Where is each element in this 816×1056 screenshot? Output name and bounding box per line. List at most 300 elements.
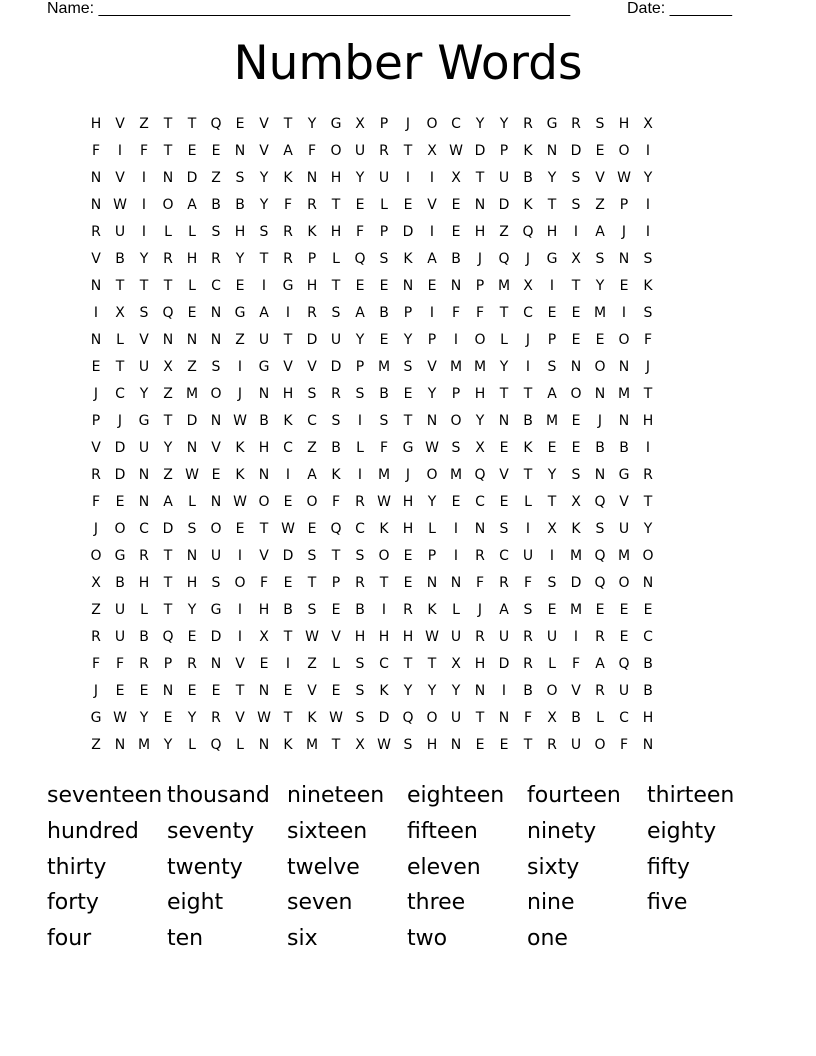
grid-letter: U	[498, 629, 510, 645]
grid-letter: O	[330, 143, 342, 159]
grid-letter: Y	[355, 170, 365, 186]
grid-letter: Y	[427, 683, 437, 699]
grid-letter: E	[187, 305, 197, 321]
grid-letter: O	[306, 494, 318, 510]
grid-letter: S	[259, 224, 269, 240]
grid-letter: K	[523, 197, 533, 213]
grid-letter: T	[547, 197, 557, 213]
grid-letter: X	[643, 116, 653, 132]
grid-letter: V	[259, 116, 269, 132]
grid-letter: W	[617, 170, 631, 186]
name-field-label: Name: _____________________________________________________	[47, 0, 571, 17]
grid-letter: K	[523, 440, 533, 456]
grid-letter: R	[91, 629, 101, 645]
grid-letter: I	[573, 629, 579, 645]
grid-letter: N	[258, 737, 270, 753]
grid-letter: P	[451, 386, 461, 402]
grid-letter: S	[403, 359, 413, 375]
grid-letter: F	[619, 737, 629, 753]
grid-letter: A	[283, 143, 293, 159]
grid-letter: S	[355, 656, 365, 672]
grid-letter: M	[137, 737, 151, 753]
grid-letter: D	[474, 143, 486, 159]
grid-letter: S	[355, 386, 365, 402]
grid-letter: T	[163, 143, 173, 159]
grid-letter: F	[355, 224, 365, 240]
grid-letter: N	[618, 251, 630, 267]
word-bank-item: seventy	[167, 818, 255, 844]
word-bank-item: sixty	[527, 854, 580, 880]
grid-letter: V	[283, 359, 293, 375]
grid-row	[84, 381, 732, 408]
grid-letter: Y	[139, 251, 149, 267]
grid-letter: B	[451, 251, 461, 267]
grid-letter: X	[451, 170, 461, 186]
grid-letter: S	[331, 305, 341, 321]
word-bank-item: ten	[167, 926, 204, 952]
grid-row	[84, 462, 732, 489]
grid-letter: A	[307, 467, 317, 483]
grid-letter: N	[210, 656, 222, 672]
grid-letter: B	[643, 656, 653, 672]
grid-letter: S	[211, 224, 221, 240]
grid-letter: E	[331, 602, 341, 618]
grid-letter: T	[163, 548, 173, 564]
grid-letter: I	[525, 359, 531, 375]
grid-letter: E	[499, 737, 509, 753]
grid-letter: M	[377, 467, 391, 483]
grid-letter: Y	[427, 386, 437, 402]
grid-letter: D	[114, 467, 126, 483]
grid-letter: X	[355, 116, 365, 132]
grid-letter: M	[185, 386, 199, 402]
grid-row	[84, 111, 732, 138]
grid-letter: H	[426, 737, 438, 753]
grid-letter: E	[427, 278, 437, 294]
grid-letter: F	[115, 656, 125, 672]
grid-letter: F	[475, 305, 485, 321]
grid-letter: X	[427, 143, 437, 159]
grid-letter: K	[307, 224, 317, 240]
grid-letter: H	[642, 413, 654, 429]
grid-letter: D	[570, 575, 582, 591]
grid-letter: V	[115, 116, 125, 132]
grid-row	[84, 489, 732, 516]
grid-letter: R	[475, 548, 485, 564]
grid-letter: F	[139, 143, 149, 159]
grid-letter: W	[233, 494, 247, 510]
date-field-label: Date: _______	[627, 0, 732, 17]
grid-letter: P	[403, 305, 413, 321]
grid-letter: Y	[475, 413, 485, 429]
grid-letter: K	[427, 602, 437, 618]
grid-letter: E	[643, 602, 653, 618]
grid-letter: X	[451, 656, 461, 672]
grid-letter: F	[91, 143, 101, 159]
grid-letter: S	[331, 413, 341, 429]
grid-letter: C	[619, 710, 629, 726]
word-bank-item: ninety	[527, 818, 597, 844]
word-bank-item: twenty	[167, 854, 243, 880]
grid-letter: V	[115, 170, 125, 186]
grid-letter: J	[117, 413, 123, 429]
grid-letter: V	[307, 683, 317, 699]
grid-letter: I	[549, 278, 555, 294]
grid-letter: R	[307, 197, 317, 213]
grid-letter: O	[570, 386, 582, 402]
grid-letter: H	[186, 575, 198, 591]
grid-letter: I	[141, 197, 147, 213]
word-bank-item: nineteen	[287, 783, 385, 808]
grid-letter: I	[237, 629, 243, 645]
grid-letter: T	[163, 278, 173, 294]
grid-letter: H	[618, 116, 630, 132]
grid-letter: M	[545, 413, 559, 429]
grid-row	[84, 300, 732, 327]
grid-letter: S	[547, 575, 557, 591]
grid-letter: N	[546, 143, 558, 159]
grid-letter: A	[427, 251, 437, 267]
grid-letter: O	[90, 548, 102, 564]
grid-letter: L	[140, 602, 148, 618]
word-bank-row	[47, 921, 767, 957]
grid-letter: E	[235, 116, 245, 132]
grid-letter: W	[185, 467, 199, 483]
grid-letter: E	[259, 656, 269, 672]
grid-letter: P	[475, 278, 485, 294]
grid-letter: K	[283, 737, 293, 753]
grid-letter: I	[285, 656, 291, 672]
grid-letter: E	[211, 467, 221, 483]
word-bank-row	[47, 885, 767, 921]
grid-letter: D	[498, 656, 510, 672]
grid-letter: N	[114, 737, 126, 753]
word-bank-item: eighty	[647, 818, 717, 844]
grid-letter: R	[283, 224, 293, 240]
grid-letter: B	[235, 197, 245, 213]
grid-letter: S	[547, 359, 557, 375]
grid-letter: E	[211, 683, 221, 699]
grid-row	[84, 651, 732, 678]
grid-letter: E	[283, 683, 293, 699]
grid-letter: R	[595, 683, 605, 699]
grid-letter: J	[405, 116, 411, 132]
grid-letter: H	[90, 116, 102, 132]
word-bank-item: thousand	[167, 783, 270, 808]
grid-letter: S	[379, 251, 389, 267]
grid-letter: K	[643, 278, 653, 294]
grid-letter: R	[163, 251, 173, 267]
grid-letter: E	[187, 683, 197, 699]
grid-letter: D	[186, 413, 198, 429]
grid-letter: V	[211, 440, 221, 456]
grid-letter: J	[621, 224, 627, 240]
grid-letter: N	[210, 305, 222, 321]
grid-row	[84, 165, 732, 192]
grid-letter: K	[307, 710, 317, 726]
grid-letter: E	[187, 143, 197, 159]
grid-letter: U	[258, 332, 270, 348]
grid-letter: T	[331, 278, 341, 294]
grid-letter: T	[427, 656, 437, 672]
grid-letter: P	[331, 575, 341, 591]
grid-letter: N	[642, 737, 654, 753]
grid-letter: E	[571, 332, 581, 348]
grid-letter: D	[378, 710, 390, 726]
grid-letter: P	[379, 116, 389, 132]
grid-letter: V	[427, 197, 437, 213]
grid-letter: U	[378, 170, 390, 186]
grid-letter: E	[595, 602, 605, 618]
grid-letter: S	[211, 575, 221, 591]
grid-letter: U	[546, 629, 558, 645]
grid-letter: S	[307, 602, 317, 618]
grid-letter: N	[450, 278, 462, 294]
grid-letter: R	[379, 143, 389, 159]
grid-letter: I	[525, 521, 531, 537]
grid-row	[84, 678, 732, 705]
grid-letter: E	[235, 521, 245, 537]
grid-letter: T	[523, 386, 533, 402]
grid-letter: S	[643, 251, 653, 267]
grid-letter: E	[499, 440, 509, 456]
grid-letter: W	[113, 197, 127, 213]
grid-letter: I	[117, 143, 123, 159]
grid-letter: G	[114, 548, 126, 564]
grid-letter: X	[523, 278, 533, 294]
grid-letter: X	[475, 440, 485, 456]
grid-letter: H	[474, 656, 486, 672]
grid-letter: E	[571, 305, 581, 321]
grid-letter: H	[402, 521, 414, 537]
grid-letter: V	[427, 359, 437, 375]
grid-row	[84, 408, 732, 435]
grid-letter: O	[546, 683, 558, 699]
grid-letter: X	[259, 629, 269, 645]
grid-letter: S	[235, 170, 245, 186]
grid-letter: N	[138, 494, 150, 510]
grid-letter: K	[331, 467, 341, 483]
grid-letter: A	[499, 602, 509, 618]
grid-letter: E	[115, 494, 125, 510]
grid-letter: O	[114, 521, 126, 537]
grid-letter: K	[571, 521, 581, 537]
grid-letter: F	[283, 197, 293, 213]
grid-letter: D	[570, 143, 582, 159]
grid-letter: B	[283, 602, 293, 618]
grid-letter: N	[186, 332, 198, 348]
grid-letter: J	[645, 359, 651, 375]
grid-letter: F	[451, 305, 461, 321]
grid-letter: N	[474, 683, 486, 699]
grid-letter: M	[473, 359, 487, 375]
grid-letter: C	[379, 656, 389, 672]
grid-letter: K	[235, 440, 245, 456]
grid-letter: P	[355, 359, 365, 375]
grid-letter: B	[259, 413, 269, 429]
grid-letter: E	[547, 602, 557, 618]
grid-letter: L	[116, 332, 124, 348]
grid-letter: N	[90, 197, 102, 213]
grid-letter: I	[93, 305, 99, 321]
grid-letter: M	[593, 305, 607, 321]
grid-letter: C	[115, 386, 125, 402]
grid-letter: Q	[522, 224, 534, 240]
grid-letter: F	[379, 440, 389, 456]
grid-letter: C	[499, 548, 509, 564]
grid-letter: E	[403, 548, 413, 564]
grid-letter: P	[91, 413, 101, 429]
grid-letter: Y	[307, 116, 317, 132]
word-bank-item: two	[407, 926, 448, 952]
grid-letter: N	[258, 683, 270, 699]
grid-letter: R	[139, 656, 149, 672]
grid-letter: X	[163, 359, 173, 375]
grid-letter: O	[426, 710, 438, 726]
grid-letter: Y	[643, 170, 653, 186]
grid-letter: R	[595, 629, 605, 645]
grid-letter: E	[403, 575, 413, 591]
grid-letter: M	[569, 602, 583, 618]
grid-letter: T	[163, 575, 173, 591]
grid-letter: C	[139, 521, 149, 537]
word-bank-item: fourteen	[527, 783, 621, 808]
grid-letter: W	[449, 143, 463, 159]
grid-letter: V	[571, 683, 581, 699]
grid-letter: P	[379, 224, 389, 240]
grid-letter: Y	[187, 602, 197, 618]
grid-letter: T	[163, 413, 173, 429]
grid-letter: I	[285, 305, 291, 321]
grid-letter: O	[594, 359, 606, 375]
grid-letter: S	[355, 548, 365, 564]
grid-letter: N	[186, 548, 198, 564]
grid-row	[84, 624, 732, 651]
grid-letter: C	[643, 629, 653, 645]
grid-letter: Q	[210, 737, 222, 753]
grid-letter: T	[115, 359, 125, 375]
grid-letter: E	[379, 332, 389, 348]
grid-letter: D	[162, 521, 174, 537]
grid-letter: D	[330, 359, 342, 375]
grid-letter: L	[356, 440, 364, 456]
grid-row	[84, 597, 732, 624]
grid-letter: E	[283, 575, 293, 591]
grid-letter: T	[379, 575, 389, 591]
grid-letter: T	[331, 197, 341, 213]
grid-letter: I	[429, 305, 435, 321]
grid-letter: Y	[259, 197, 269, 213]
page-title: Number Words	[233, 36, 583, 91]
grid-letter: N	[90, 332, 102, 348]
grid-letter: K	[283, 170, 293, 186]
grid-letter: T	[523, 467, 533, 483]
grid-letter: Z	[139, 116, 149, 132]
grid-letter: C	[211, 278, 221, 294]
grid-letter: G	[210, 602, 222, 618]
grid-row	[84, 705, 732, 732]
grid-letter: H	[354, 629, 366, 645]
grid-letter: U	[114, 224, 126, 240]
grid-letter: E	[547, 440, 557, 456]
grid-letter: B	[523, 413, 533, 429]
grid-letter: U	[450, 710, 462, 726]
grid-letter: F	[475, 575, 485, 591]
grid-letter: Y	[547, 467, 557, 483]
grid-letter: B	[355, 602, 365, 618]
grid-letter: H	[138, 575, 150, 591]
grid-letter: O	[618, 575, 630, 591]
grid-letter: M	[569, 548, 583, 564]
grid-letter: U	[618, 521, 630, 537]
grid-letter: C	[451, 116, 461, 132]
grid-letter: L	[380, 197, 388, 213]
grid-letter: B	[523, 170, 533, 186]
grid-row	[84, 246, 732, 273]
grid-letter: J	[405, 467, 411, 483]
grid-letter: E	[139, 683, 149, 699]
grid-letter: E	[331, 683, 341, 699]
grid-letter: E	[451, 494, 461, 510]
word-bank-item: sixteen	[287, 818, 368, 844]
grid-letter: O	[618, 332, 630, 348]
grid-row	[84, 435, 732, 462]
grid-letter: X	[571, 494, 581, 510]
grid-letter: E	[403, 386, 413, 402]
grid-letter: U	[498, 170, 510, 186]
grid-letter: S	[571, 197, 581, 213]
grid-letter: E	[451, 197, 461, 213]
grid-letter: U	[570, 737, 582, 753]
grid-letter: Z	[91, 737, 101, 753]
grid-letter: G	[546, 251, 558, 267]
grid-letter: B	[331, 440, 341, 456]
grid-letter: R	[211, 710, 221, 726]
grid-letter: T	[571, 278, 581, 294]
grid-letter: D	[186, 170, 198, 186]
grid-letter: X	[91, 575, 101, 591]
grid-letter: Y	[163, 737, 173, 753]
grid-letter: V	[235, 710, 245, 726]
grid-letter: N	[258, 386, 270, 402]
grid-letter: E	[91, 359, 101, 375]
word-bank-item: eighteen	[407, 783, 505, 808]
grid-letter: J	[93, 683, 99, 699]
grid-letter: E	[163, 710, 173, 726]
grid-letter: Q	[498, 251, 510, 267]
word-bank-item: thirty	[47, 854, 107, 880]
grid-letter: L	[524, 494, 532, 510]
grid-letter: E	[235, 278, 245, 294]
grid-letter: N	[210, 413, 222, 429]
grid-letter: K	[235, 467, 245, 483]
grid-letter: S	[187, 521, 197, 537]
grid-letter: H	[474, 224, 486, 240]
grid-letter: D	[306, 332, 318, 348]
word-bank-row	[47, 850, 767, 886]
grid-letter: L	[188, 737, 196, 753]
grid-letter: B	[115, 251, 125, 267]
grid-letter: N	[642, 575, 654, 591]
grid-letter: Y	[643, 521, 653, 537]
grid-letter: T	[331, 737, 341, 753]
grid-letter: B	[523, 683, 533, 699]
grid-letter: H	[546, 224, 558, 240]
grid-letter: K	[283, 413, 293, 429]
grid-letter: T	[643, 494, 653, 510]
grid-letter: U	[354, 143, 366, 159]
grid-letter: R	[91, 224, 101, 240]
